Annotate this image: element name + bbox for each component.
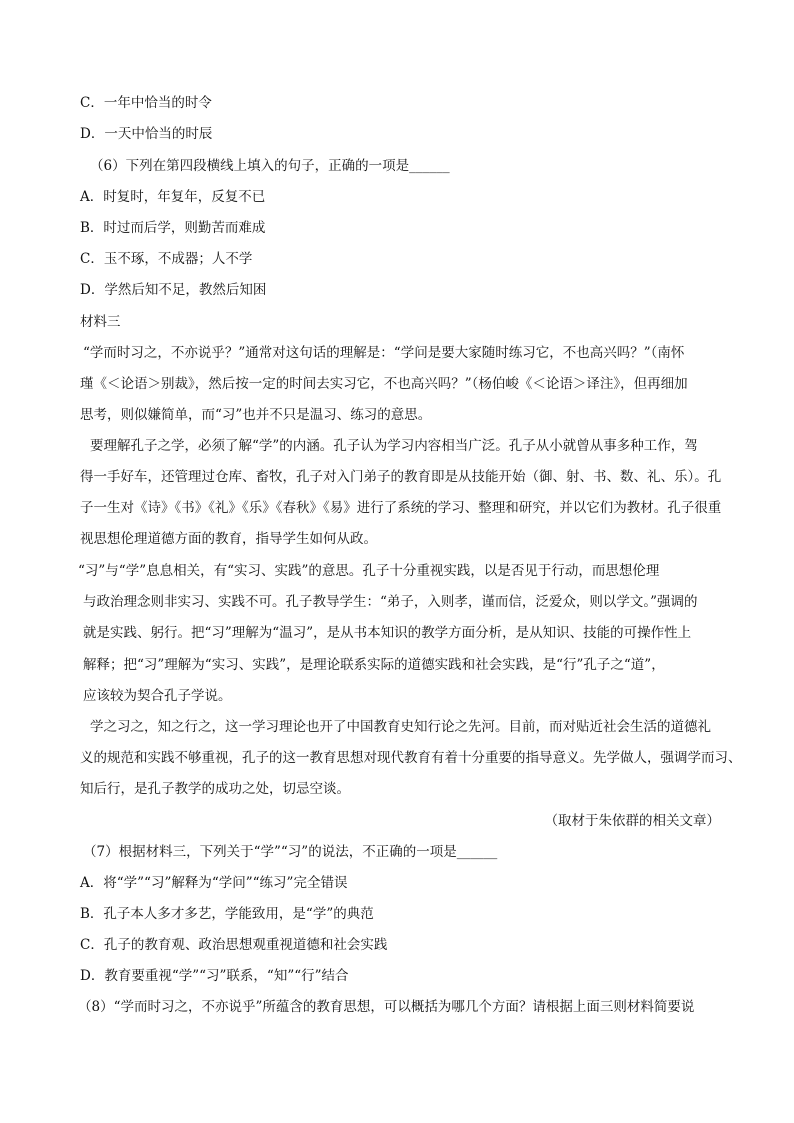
material3-p1-line: 思考，则似嫌简单，而“习”也并不只是温习、练习的意思。: [80, 407, 432, 423]
material3-p1-line: “学而时习之，不亦说乎？”通常对这句话的理解是：“学问是要大家随时练习它，不也高兴吗？”（南怀: [83, 345, 685, 361]
q7-option-d: D．教育要重视“学”“习”联系，“知”“行”结合: [80, 968, 349, 984]
q5-option-c: C．一年中恰当的时令: [80, 95, 212, 111]
q6-option-a: A．时复时，年复年，反复不已: [80, 189, 266, 205]
q7-stem: （7）根据材料三，下列关于“学”“习”的说法，不正确的一项是______: [83, 844, 498, 860]
material3-p4-line: 学之习之，知之行之，这一学习理论也开了中国教育史知行论之先河。目前，而对贴近社会生活的道德礼: [90, 719, 711, 735]
q7-option-b: B．孔子本人多才多艺，学能致用，是“学”的典范: [80, 906, 374, 922]
material3-p2-line: 要理解孔子之学，必须了解“学”的内涵。孔子认为学习内容相当广泛。孔子从小就曾从事多种工作，驾: [90, 438, 698, 454]
q7-option-c: C．孔子的教育观、政治思想观重视道德和社会实践: [80, 937, 388, 953]
q6-option-d: D．学然后知不足，教然后知困: [80, 282, 267, 298]
q7-option-a: A．将“学”“习”解释为“学问”“练习”完全错误: [80, 875, 348, 891]
q6-stem: （6）下列在第四段横线上填入的句子，正确的一项是______: [90, 158, 450, 174]
q5-option-d: D．一天中恰当的时辰: [80, 126, 213, 142]
q8-stem: （8）“学而时习之，不亦说乎”所蕴含的教育思想，可以概括为哪几个方面？请根据上面三则材料简要说: [78, 999, 695, 1015]
material3-source: （取材于朱依群的相关文章）: [544, 813, 720, 829]
material3-p3-line: 解释；把“习”理解为“实习、实践”，是理论联系实际的道德实践和社会实践，是“行”孔子之“道”，: [83, 657, 665, 673]
material3-p3-line: 应该较为契合孔子学说。: [83, 688, 232, 704]
material3-title: 材料三: [80, 314, 121, 330]
material3-p2-line: 得一手好车，还管理过仓库、畜牧，孔子对入门弟子的教育即是从技能开始（御、射、书、数、礼、乐）。孔: [80, 469, 722, 485]
material3-p4-line: 知后行，是孔子教学的成功之处，切忌空谈。: [80, 781, 350, 797]
material3-p2-line: 子一生对《诗》《书》《礼》《乐》《春秋》《易》进行了系统的学习、整理和研究，并以它们为教材。孔子很重: [80, 500, 722, 516]
material3-p2-line: 视思想伦理道德方面的教育，指导学生如何从政。: [80, 531, 377, 547]
q6-option-b: B．时过而后学，则勤苦而难成: [80, 220, 266, 236]
q6-option-c: C．玉不琢，不成器；人不学: [80, 251, 253, 267]
material3-p1-line: 瑾《＜论语＞别裁》，然后按一定的时间去实习它，不也高兴吗？”（杨伯峻《＜论语＞译注》，但再细加: [80, 376, 688, 392]
material3-p4-line: 义的规范和实践不够重视，孔子的这一教育思想对现代教育有着十分重要的指导意义。先学做人，强调学而习、: [80, 750, 742, 766]
material3-p3-line: 就是实践、躬行。把“习”理解为“温习”，是从书本知识的教学方面分析，是从知识、技能的可操作性上: [83, 625, 692, 641]
material3-p3-line: 与政治理念则非实习、实践不可。孔子教导学生：“弟子，入则孝，谨而信，泛爱众，则以学文。”强调的: [83, 594, 698, 610]
material3-p3-line: “习”与“学”息息相关，有“实习、实践”的意思。孔子十分重视实践，以是否见于行动，而思想伦理: [78, 563, 660, 579]
